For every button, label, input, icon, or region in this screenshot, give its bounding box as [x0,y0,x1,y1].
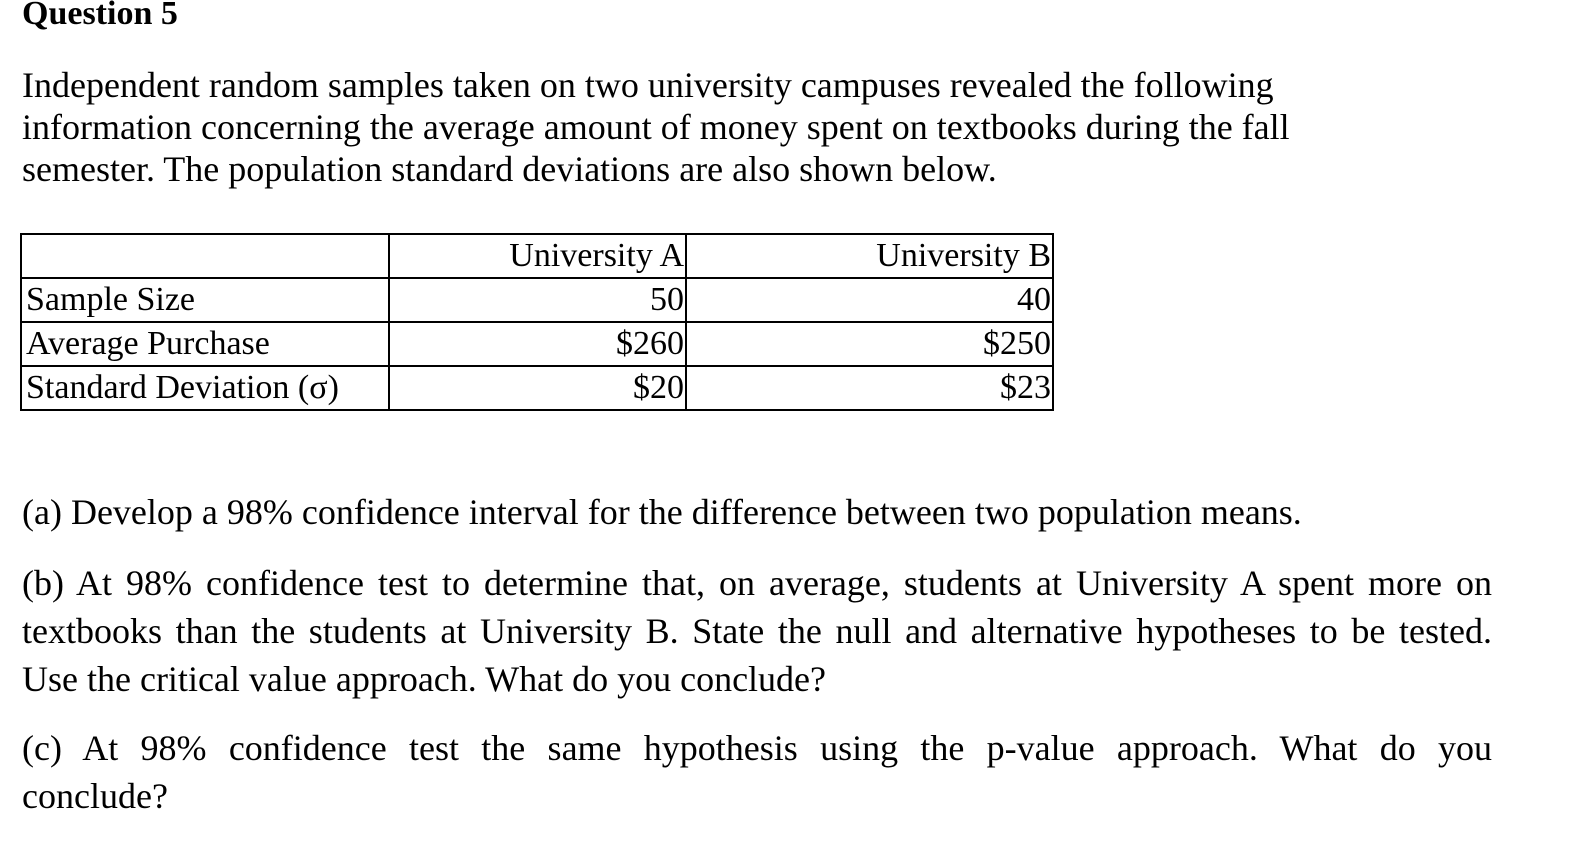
cell-university-b: $23 [686,366,1053,410]
table-row [21,322,1053,366]
row-label: Sample Size [21,278,389,322]
cell-university-a: $260 [389,322,686,366]
question-title: Question 5 [22,0,178,32]
intro-line: Independent random samples taken on two university campuses revealed the following [22,65,1274,105]
row-label: Standard Deviation (σ) [21,366,389,410]
cell-university-b: $250 [686,322,1053,366]
row-label: Average Purchase [21,322,389,366]
intro-line: semester. The population standard deviations are also shown below. [22,149,997,189]
table-header-university-a: University A [389,234,686,278]
question-part-a [22,488,1492,536]
question-line: (a) Develop a 98% confidence interval for the difference between two population means. [22,492,1302,532]
intro-paragraph [22,64,1382,190]
question-line: conclude? [22,776,168,816]
question-line: (b) At 98% confidence test to determine that, on average, students at University A spent more on [22,563,1492,603]
question-part-c [22,724,1492,820]
table-header-row [21,234,1053,278]
question-part-b [22,559,1492,703]
table-row [21,366,1053,410]
table-header-university-b: University B [686,234,1053,278]
intro-line: information concerning the average amount of money spent on textbooks during the fall [22,107,1290,147]
cell-university-b: 40 [686,278,1053,322]
cell-university-a: $20 [389,366,686,410]
question-line: textbooks than the students at University B. State the null and alternative hypotheses to be tested. [22,611,1492,651]
table-row [21,278,1053,322]
question-line: (c) At 98% confidence test the same hypothesis using the p-value approach. What do you [22,728,1492,768]
table-header-empty [21,234,389,278]
question-line: Use the critical value approach. What do you conclude? [22,659,827,699]
cell-university-a: 50 [389,278,686,322]
university-data-table [20,233,1054,411]
